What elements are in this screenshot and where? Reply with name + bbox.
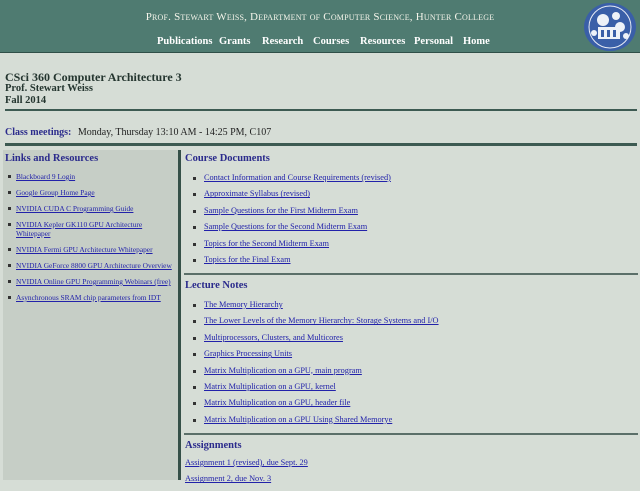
list-item: [184, 366, 636, 382]
nav-resources[interactable]: Resources: [360, 36, 406, 47]
list-item: [5, 188, 177, 197]
list-item: [5, 293, 177, 302]
lecture-link[interactable]: Matrix Multiplication on a GPU, main program: [204, 365, 362, 375]
list-item: [5, 220, 177, 238]
lecture-link[interactable]: Graphics Processing Units: [204, 349, 293, 359]
list-item: [184, 349, 636, 365]
site-header: [0, 0, 640, 53]
sidebar-link[interactable]: NVIDIA Fermi GPU Architecture Whitepaper: [16, 245, 153, 254]
list-item: [184, 415, 636, 431]
sidebar-link[interactable]: Google Group Home Page: [16, 188, 95, 197]
sidebar-link[interactable]: Asynchronous SRAM chip parameters from IDT: [16, 293, 161, 302]
list-item: [184, 189, 636, 205]
nav-courses[interactable]: Courses: [313, 36, 350, 47]
class-meetings: [5, 127, 271, 138]
list-item: [184, 300, 636, 316]
lecture-link[interactable]: Matrix Multiplication on a GPU, header file: [204, 398, 351, 408]
assignments-heading: Assignments: [185, 440, 242, 451]
links-sidebar: [3, 150, 181, 480]
lecture-link[interactable]: Matrix Multiplication on a GPU, kernel: [204, 381, 336, 391]
document-link[interactable]: Topics for the Final Exam: [204, 254, 291, 264]
section-divider: [184, 273, 638, 275]
list-item: [185, 474, 308, 490]
course-term: Fall 2014: [5, 95, 47, 106]
nav-publications[interactable]: Publications: [157, 36, 213, 47]
lecture-link[interactable]: Multiprocessors, Clusters, and Multicores: [204, 332, 343, 342]
lecture-link[interactable]: The Memory Hierarchy: [204, 300, 283, 309]
document-link[interactable]: Contact Information and Course Requirements (revised): [204, 173, 391, 182]
list-item: [184, 239, 636, 255]
class-meetings-value: Monday, Thursday 13:10 AM - 14:25 PM, C107: [77, 127, 272, 138]
sidebar-link[interactable]: NVIDIA Kepler GK110 GPU Architecture Whitepaper: [16, 220, 143, 238]
document-link[interactable]: Sample Questions for the First Midterm Exam: [204, 205, 358, 215]
list-item: [185, 458, 308, 474]
section-divider: [184, 433, 638, 435]
nav-personal[interactable]: Personal: [414, 36, 454, 47]
list-item: [5, 261, 177, 270]
nav-grants[interactable]: Grants: [219, 36, 251, 47]
sidebar-link[interactable]: NVIDIA GeForce 8800 GPU Architecture Overview: [16, 261, 172, 270]
sidebar-link[interactable]: Blackboard 9 Login: [16, 172, 76, 181]
assignment-link[interactable]: Assignment 1 (revised), due Sept. 29: [185, 458, 308, 467]
document-link[interactable]: Approximate Syllabus (revised): [204, 189, 310, 199]
list-item: [184, 382, 636, 398]
top-nav: [0, 36, 640, 52]
sidebar-heading: Links and Resources: [5, 153, 99, 164]
list-item: [184, 222, 636, 238]
document-link[interactable]: Sample Questions for the Second Midterm Exam: [204, 222, 368, 232]
list-item: [184, 255, 636, 271]
divider: [5, 109, 637, 111]
list-item: [184, 333, 636, 349]
assignment-link[interactable]: Assignment 2, due Nov. 3: [185, 474, 272, 484]
divider: [5, 143, 637, 146]
list-item: [5, 172, 177, 181]
list-item: [184, 316, 636, 332]
lecture-link[interactable]: The Lower Levels of the Memory Hierarchy: Storage Systems and I/O: [204, 316, 439, 326]
assignments-list: [185, 458, 308, 491]
lecture-notes-list: [184, 300, 636, 431]
list-item: [184, 398, 636, 414]
nav-research[interactable]: Research: [262, 36, 304, 47]
sidebar-link[interactable]: NVIDIA CUDA C Programming Guide: [16, 204, 134, 213]
lecture-link[interactable]: Matrix Multiplication on a GPU Using Shared Memorye: [204, 414, 393, 424]
sidebar-link[interactable]: NVIDIA Online GPU Programming Webinars (free): [16, 277, 171, 286]
class-meetings-label: Class meetings:: [5, 127, 72, 138]
list-item: [5, 277, 177, 286]
site-title: Prof. Stewart Weiss, Department of Computer Science, Hunter College: [145, 11, 495, 23]
document-link[interactable]: Topics for the Second Midterm Exam: [204, 238, 329, 248]
nav-home[interactable]: Home: [463, 36, 490, 47]
course-professor: Prof. Stewart Weiss: [5, 83, 93, 94]
lecture-notes-heading: Lecture Notes: [185, 280, 248, 291]
hunter-college-seal-icon[interactable]: [584, 3, 636, 51]
sidebar-link-list: [5, 172, 177, 302]
course-documents-list: [184, 173, 636, 271]
course-title: CSci 360 Computer Architecture 3: [5, 70, 182, 84]
course-documents-heading: Course Documents: [185, 153, 270, 164]
list-item: [5, 245, 177, 254]
list-item: [184, 206, 636, 222]
list-item: [5, 204, 177, 213]
list-item: [184, 173, 636, 189]
main-content: [184, 150, 638, 484]
